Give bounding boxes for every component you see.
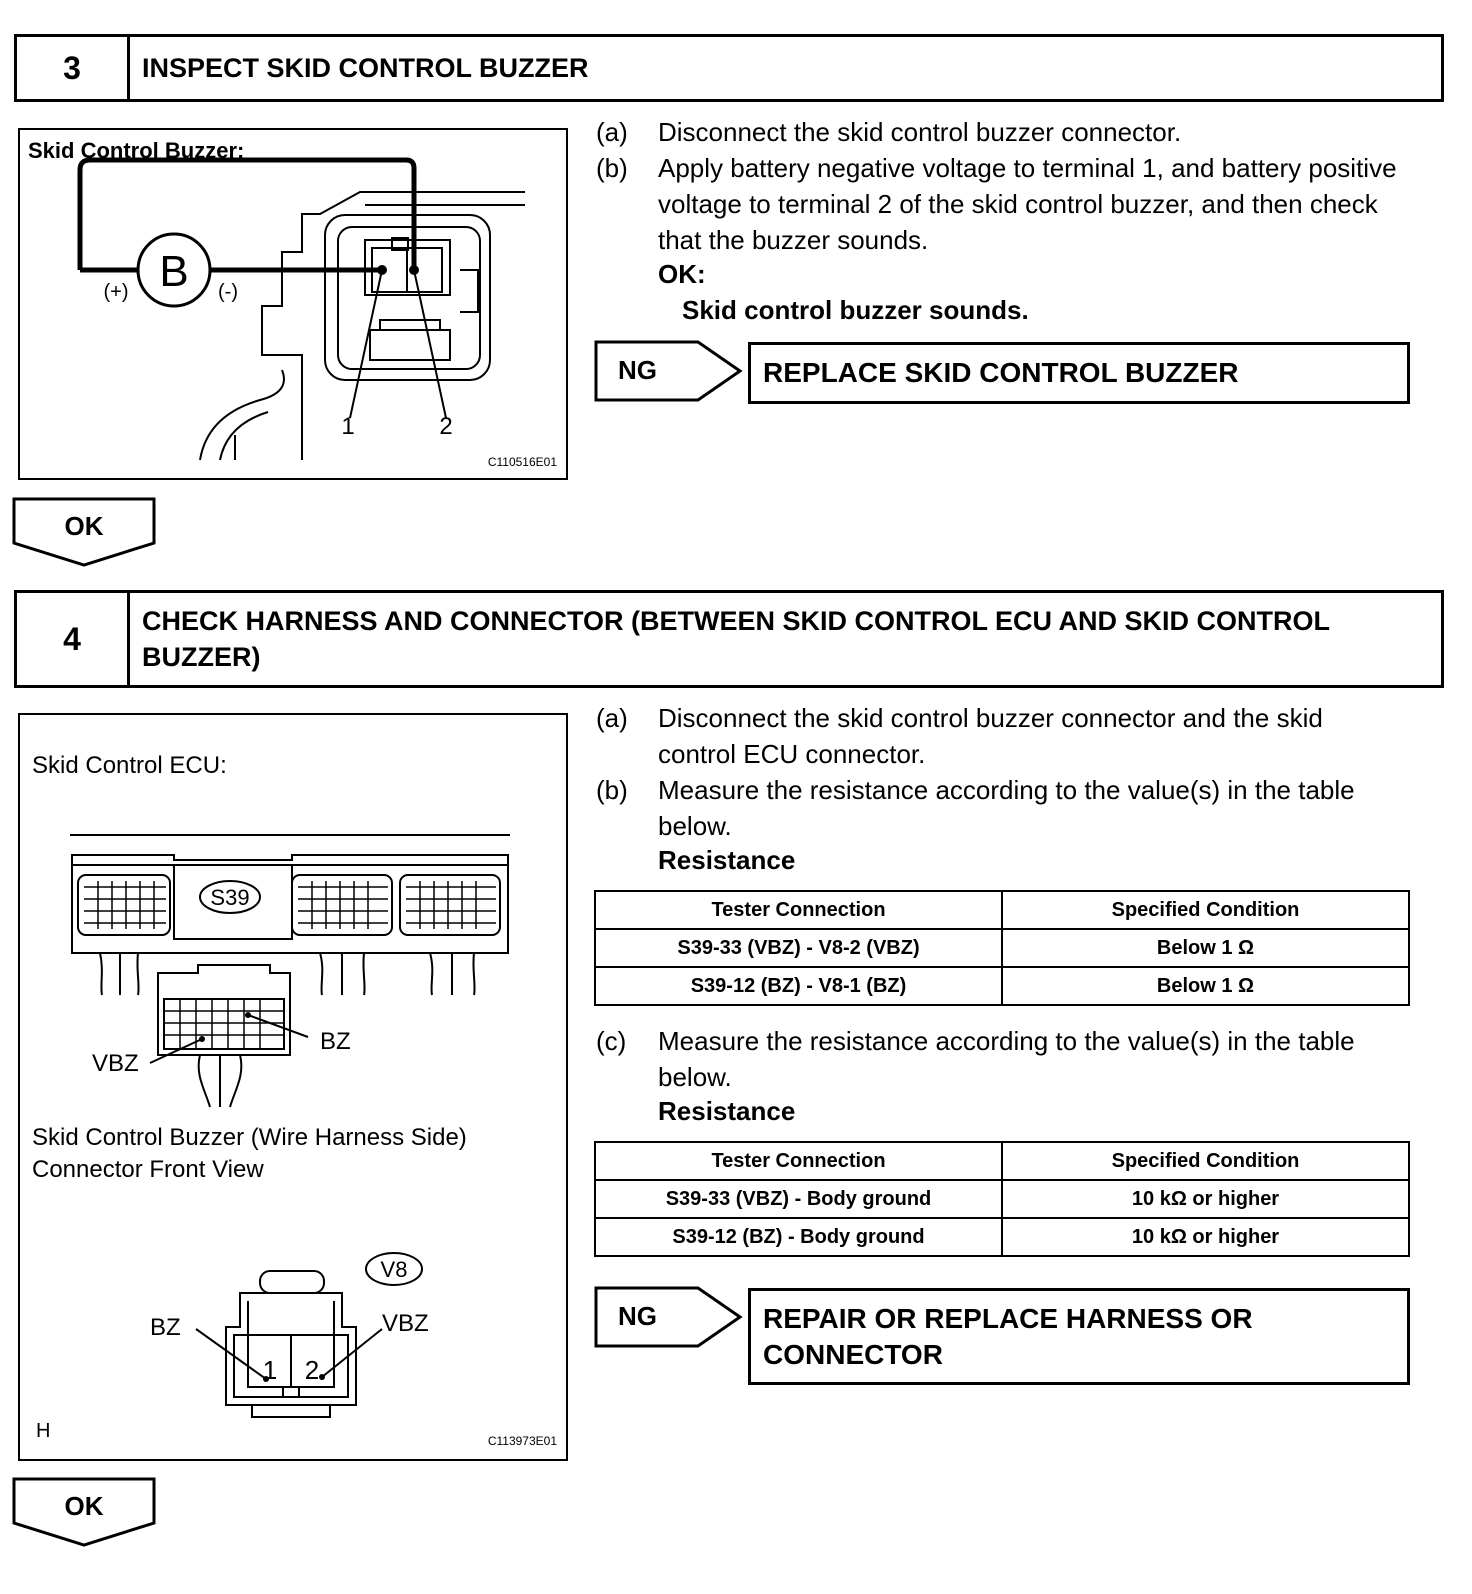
- table-row: [595, 1180, 1409, 1218]
- step4-title: CHECK HARNESS AND CONNECTOR (BETWEEN SKID CONTROL ECU AND SKID CONTROL BUZZER): [142, 606, 1330, 672]
- resistance-heading-2: Resistance: [658, 1096, 796, 1126]
- table-cell: 10 kΩ or higher: [1002, 1218, 1409, 1256]
- s39-connector-tag: S39: [210, 885, 250, 910]
- table-cell: S39-12 (BZ) - Body ground: [595, 1218, 1002, 1256]
- instruction-text: Apply battery negative voltage to terminal 1, and battery positive voltage to terminal 2 of the skid control buzzer, and then check that the buzzer sounds.: [658, 153, 1397, 255]
- table-header-row: [595, 891, 1409, 929]
- instruction-label: (b): [596, 153, 628, 183]
- ng-label: NG: [618, 355, 657, 385]
- table-cell: S39-33 (VBZ) - Body ground: [595, 1180, 1002, 1218]
- table-cell: Below 1 Ω: [1002, 967, 1409, 1005]
- pin-1-label: 1: [341, 413, 355, 440]
- table-cell: S39-12 (BZ) - V8-1 (BZ): [595, 967, 1002, 1005]
- ok-arrow: [12, 1477, 160, 1549]
- ecu-label: Skid Control ECU:: [32, 752, 227, 779]
- v8-connector-tag: V8: [380, 1257, 408, 1282]
- h-label: H: [36, 1420, 51, 1442]
- instruction-label: (c): [596, 1026, 627, 1056]
- instruction-text: Measure the resistance according to the value(s) in the table below.: [658, 1026, 1355, 1092]
- ok-label: OK:: [658, 259, 706, 289]
- pin-2-label: 2: [304, 1355, 320, 1385]
- figure-code: C113973E01: [487, 1434, 557, 1448]
- table-header: Specified Condition: [1002, 891, 1409, 929]
- table-cell: Below 1 Ω: [1002, 929, 1409, 967]
- instruction-text: Measure the resistance according to the value(s) in the table below.: [658, 775, 1355, 841]
- harness-diagram: [20, 715, 566, 1459]
- table-row: [595, 929, 1409, 967]
- minus-label: (-): [218, 281, 238, 303]
- buzzer-connector-label: Skid Control Buzzer (Wire Harness Side): [32, 1124, 467, 1151]
- step3-figure: [18, 128, 568, 480]
- ok-arrow: [12, 497, 160, 569]
- ok-criteria: Skid control buzzer sounds.: [682, 295, 1029, 325]
- instruction-label: (a): [596, 117, 628, 147]
- ng-label: NG: [618, 1301, 657, 1331]
- pin-2-label: 2: [439, 413, 453, 440]
- table-header: Tester Connection: [595, 1142, 1002, 1180]
- instruction-label: (b): [596, 775, 628, 805]
- resistance-heading-1: Resistance: [658, 845, 796, 875]
- plus-label: (+): [103, 281, 129, 303]
- table-row: [595, 967, 1409, 1005]
- ok-arrow-label: OK: [64, 511, 104, 541]
- ng-result-text: REPAIR OR REPLACE HARNESS OR CONNECTOR: [763, 1303, 1253, 1370]
- ng-arrow: [594, 1286, 744, 1348]
- resistance-table-2: [594, 1141, 1410, 1257]
- ng-arrow: [594, 340, 744, 402]
- front-view-label: Connector Front View: [32, 1156, 264, 1183]
- table-header: Tester Connection: [595, 891, 1002, 929]
- ng-result-text: REPLACE SKID CONTROL BUZZER: [763, 357, 1239, 388]
- step3-header: [14, 34, 1444, 102]
- figure-code: C110516E01: [487, 455, 557, 469]
- table-cell: S39-33 (VBZ) - V8-2 (VBZ): [595, 929, 1002, 967]
- bz-pin-label: BZ: [150, 1314, 181, 1341]
- instruction-label: (a): [596, 703, 628, 733]
- ng-result-box: [748, 342, 1410, 404]
- table-header-row: [595, 1142, 1409, 1180]
- instruction-text: Disconnect the skid control buzzer connector.: [658, 117, 1182, 147]
- figure-heading: Skid Control Buzzer:: [28, 138, 245, 163]
- pin-1-label: 1: [262, 1355, 278, 1385]
- battery-symbol: B: [159, 247, 189, 296]
- ng-result-box: [748, 1288, 1410, 1385]
- step4-number: 4: [17, 593, 130, 685]
- bz-label: BZ: [320, 1028, 351, 1055]
- step3-number: 3: [17, 37, 130, 99]
- step4-header: [14, 590, 1444, 688]
- buzzer-diagram: [20, 130, 566, 478]
- vbz-label: VBZ: [92, 1050, 139, 1077]
- table-row: [595, 1218, 1409, 1256]
- table-cell: 10 kΩ or higher: [1002, 1180, 1409, 1218]
- step3-title: INSPECT SKID CONTROL BUZZER: [142, 53, 589, 83]
- table-header: Specified Condition: [1002, 1142, 1409, 1180]
- instruction-text: Disconnect the skid control buzzer connector and the skid control ECU connector.: [658, 703, 1323, 769]
- ok-arrow-label: OK: [64, 1491, 104, 1521]
- resistance-table-1: [594, 890, 1410, 1006]
- step4-figure: [18, 713, 568, 1461]
- vbz-pin-label: VBZ: [382, 1310, 429, 1337]
